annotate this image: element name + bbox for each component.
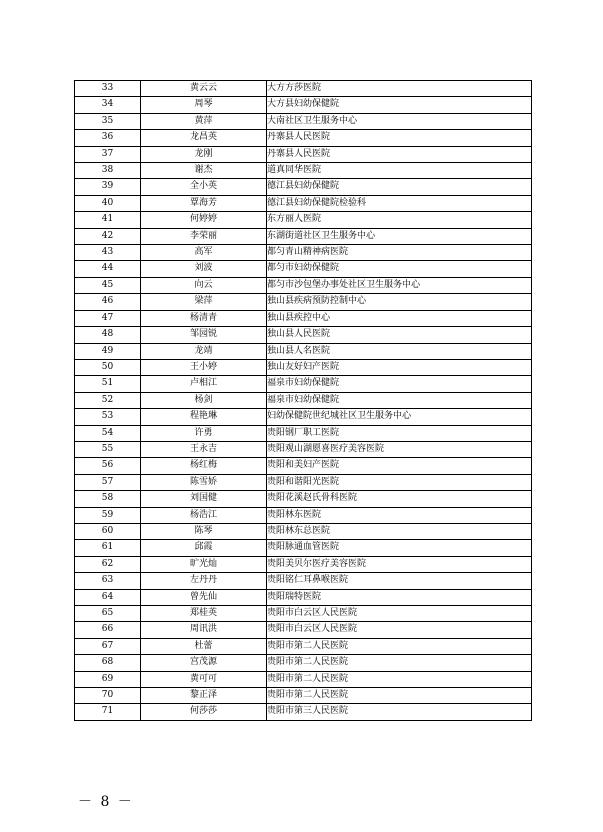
person-name-cell: 杨浩江 [141,507,267,523]
person-name-cell: 宫茂源 [141,655,267,671]
person-name-cell: 旷光灿 [141,556,267,572]
table-row [75,638,532,654]
row-number-cell: 54 [75,425,141,441]
person-name-cell: 陈琴 [141,523,267,539]
person-name-cell: 向云 [141,277,267,293]
person-name-cell: 刘波 [141,261,267,277]
table-row [75,474,532,490]
organization-cell: 贵阳市第二人民医院 [267,688,532,704]
organization-cell: 都匀市沙包堡办事处社区卫生服务中心 [267,277,532,293]
table-row [75,212,532,228]
table-row [75,458,532,474]
row-number-cell: 50 [75,359,141,375]
organization-cell: 大南社区卫生服务中心 [267,113,532,129]
person-name-cell: 邱霞 [141,540,267,556]
table-row [75,97,532,113]
row-number-cell: 37 [75,146,141,162]
table-row [75,294,532,310]
table-row [75,523,532,539]
organization-cell: 德江县妇幼保健院 [267,179,532,195]
person-name-cell: 卢相江 [141,376,267,392]
row-number-cell: 65 [75,606,141,622]
person-name-cell: 黄萍 [141,113,267,129]
organization-cell: 独山县人名医院 [267,343,532,359]
person-name-cell: 全小英 [141,179,267,195]
organization-cell: 丹寨县人民医院 [267,146,532,162]
organization-cell: 大方方莎医院 [267,81,532,97]
row-number-cell: 49 [75,343,141,359]
organization-cell: 东湖街道社区卫生服务中心 [267,228,532,244]
row-number-cell: 35 [75,113,141,129]
table-row [75,589,532,605]
person-name-cell: 周琴 [141,97,267,113]
organization-cell: 独山友好妇产医院 [267,359,532,375]
row-number-cell: 55 [75,441,141,457]
row-number-cell: 71 [75,704,141,720]
row-number-cell: 58 [75,491,141,507]
person-name-cell: 许勇 [141,425,267,441]
table-row [75,671,532,687]
person-name-cell: 郑桂英 [141,606,267,622]
row-number-cell: 41 [75,212,141,228]
table-row [75,113,532,129]
table-row [75,409,532,425]
organization-cell: 贵阳和美妇产医院 [267,458,532,474]
organization-cell: 贵阳铭仁耳鼻喉医院 [267,573,532,589]
table-row [75,622,532,638]
row-number-cell: 60 [75,523,141,539]
person-name-cell: 黄可可 [141,671,267,687]
row-number-cell: 46 [75,294,141,310]
row-number-cell: 64 [75,589,141,605]
row-number-cell: 36 [75,130,141,146]
organization-cell: 德江县妇幼保健院检验科 [267,195,532,211]
person-name-cell: 陈雪娇 [141,474,267,490]
organization-cell: 福泉市妇幼保健院 [267,376,532,392]
organization-cell: 道真同华医院 [267,163,532,179]
organization-cell: 独山县疾控中心 [267,310,532,326]
person-name-cell: 高军 [141,245,267,261]
table-row [75,507,532,523]
table-row [75,491,532,507]
person-name-cell: 龙刚 [141,146,267,162]
row-number-cell: 40 [75,195,141,211]
roster-table [74,80,532,721]
row-number-cell: 51 [75,376,141,392]
table-row [75,359,532,375]
row-number-cell: 67 [75,638,141,654]
organization-cell: 都匀市妇幼保健院 [267,261,532,277]
table-row [75,704,532,720]
row-number-cell: 42 [75,228,141,244]
row-number-cell: 53 [75,409,141,425]
table-row [75,655,532,671]
organization-cell: 贵阳美贝尔医疗美容医院 [267,556,532,572]
row-number-cell: 43 [75,245,141,261]
organization-cell: 妇幼保健院世纪城社区卫生服务中心 [267,409,532,425]
row-number-cell: 70 [75,688,141,704]
table-row [75,343,532,359]
table-row [75,163,532,179]
table-row [75,606,532,622]
row-number-cell: 38 [75,163,141,179]
row-number-cell: 48 [75,327,141,343]
organization-cell: 贵阳脉通血管医院 [267,540,532,556]
person-name-cell: 周讯洪 [141,622,267,638]
organization-cell: 丹寨县人民医院 [267,130,532,146]
row-number-cell: 33 [75,81,141,97]
table-row [75,540,532,556]
table-row [75,573,532,589]
organization-cell: 贵阳林东总医院 [267,523,532,539]
row-number-cell: 63 [75,573,141,589]
person-name-cell: 杨剑 [141,392,267,408]
row-number-cell: 69 [75,671,141,687]
row-number-cell: 62 [75,556,141,572]
person-name-cell: 杨红梅 [141,458,267,474]
person-name-cell: 何婷婷 [141,212,267,228]
person-name-cell: 谢杰 [141,163,267,179]
person-name-cell: 何莎莎 [141,704,267,720]
organization-cell: 独山县疾病预防控制中心 [267,294,532,310]
organization-cell: 东方丽人医院 [267,212,532,228]
table-row [75,310,532,326]
organization-cell: 贵阳花溪赵氏骨科医院 [267,491,532,507]
organization-cell: 贵阳和谐阳光医院 [267,474,532,490]
organization-cell: 贵阳瑞特医院 [267,589,532,605]
person-name-cell: 梁萍 [141,294,267,310]
row-number-cell: 47 [75,310,141,326]
person-name-cell: 邹园锐 [141,327,267,343]
row-number-cell: 61 [75,540,141,556]
person-name-cell: 李荣丽 [141,228,267,244]
table-row [75,146,532,162]
table-row [75,277,532,293]
person-name-cell: 龙昌英 [141,130,267,146]
organization-cell: 贵阳市第二人民医院 [267,638,532,654]
person-name-cell: 黎正泽 [141,688,267,704]
person-name-cell: 王永吉 [141,441,267,457]
row-number-cell: 59 [75,507,141,523]
person-name-cell: 左丹丹 [141,573,267,589]
person-name-cell: 程艳琳 [141,409,267,425]
page-number: － 8 － [78,794,134,810]
row-number-cell: 66 [75,622,141,638]
organization-cell: 贵阳市第三人民医院 [267,704,532,720]
person-name-cell: 曾先仙 [141,589,267,605]
table-row [75,688,532,704]
table-row [75,261,532,277]
table-row [75,327,532,343]
organization-cell: 独山县人民医院 [267,327,532,343]
table-row [75,245,532,261]
organization-cell: 贵阳观山湖愿喜医疗美容医院 [267,441,532,457]
table-row [75,425,532,441]
person-name-cell: 杜蕾 [141,638,267,654]
row-number-cell: 39 [75,179,141,195]
table-row [75,130,532,146]
table-row [75,441,532,457]
person-name-cell: 王小婷 [141,359,267,375]
table-row [75,81,532,97]
organization-cell: 大方县妇幼保健院 [267,97,532,113]
table-row [75,195,532,211]
table-row [75,228,532,244]
row-number-cell: 57 [75,474,141,490]
row-number-cell: 44 [75,261,141,277]
person-name-cell: 黄云云 [141,81,267,97]
person-name-cell: 刘国健 [141,491,267,507]
organization-cell: 都匀青山精神病医院 [267,245,532,261]
row-number-cell: 34 [75,97,141,113]
organization-cell: 贵阳市第二人民医院 [267,671,532,687]
organization-cell: 贵阳市白云区人民医院 [267,622,532,638]
person-name-cell: 覃海芳 [141,195,267,211]
table-row [75,376,532,392]
organization-cell: 贵阳林东医院 [267,507,532,523]
table-row [75,392,532,408]
organization-cell: 贵阳市白云区人民医院 [267,606,532,622]
roster-table-body [75,81,532,721]
organization-cell: 贵阳钢厂职工医院 [267,425,532,441]
organization-cell: 贵阳市第二人民医院 [267,655,532,671]
person-name-cell: 龙靖 [141,343,267,359]
organization-cell: 福泉市妇幼保健院 [267,392,532,408]
row-number-cell: 45 [75,277,141,293]
table-row [75,556,532,572]
table-row [75,179,532,195]
person-name-cell: 杨清青 [141,310,267,326]
row-number-cell: 52 [75,392,141,408]
row-number-cell: 56 [75,458,141,474]
row-number-cell: 68 [75,655,141,671]
